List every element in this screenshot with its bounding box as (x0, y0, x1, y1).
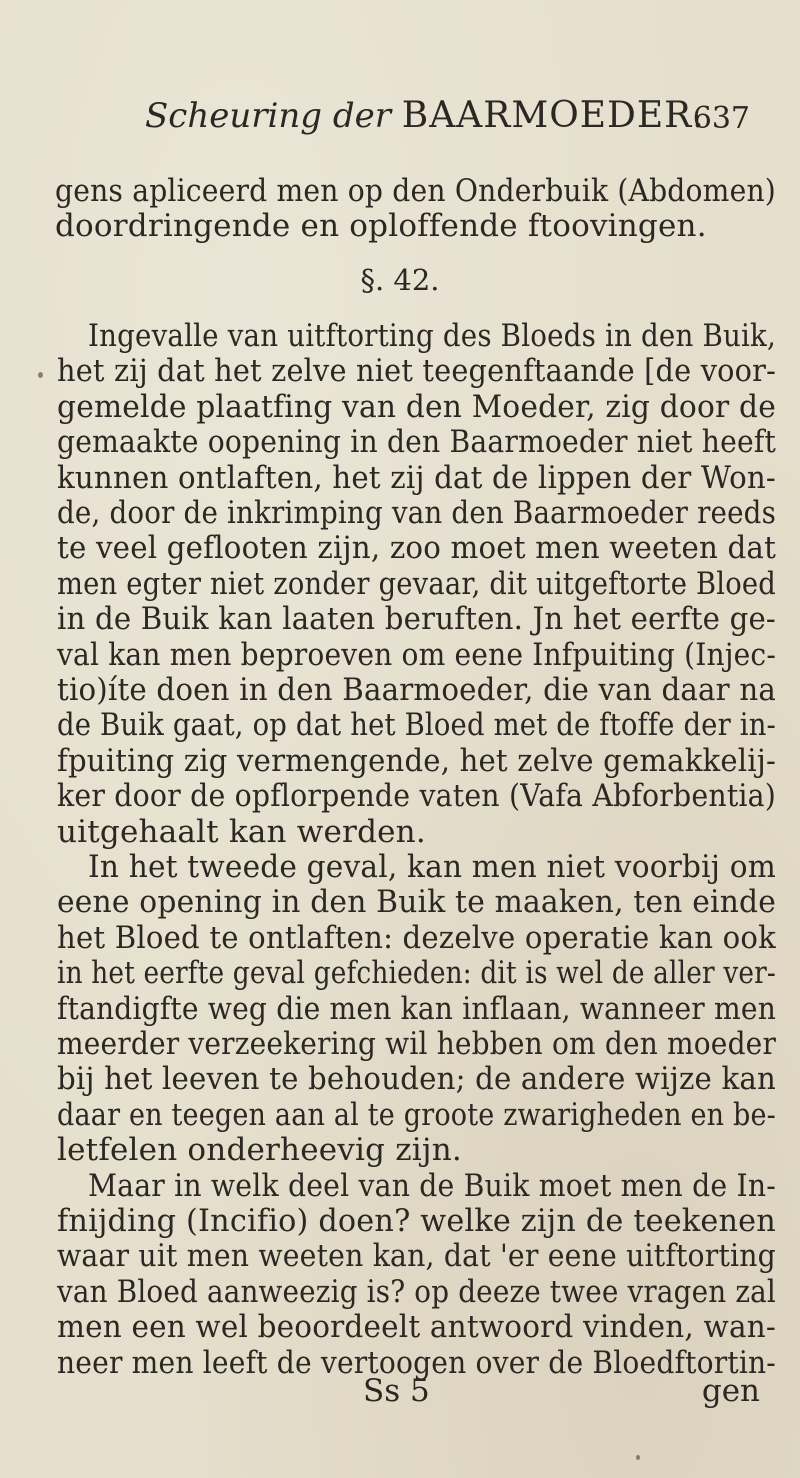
running-title-part1: Scheuring der (145, 96, 402, 136)
section-heading: §. 42. (360, 263, 440, 297)
body-line-27: Maar in welk deel van de Buik moet men de In- (88, 1168, 776, 1204)
body-line-25: daar en teegen aan al te groote zwarigheden en be- (57, 1097, 776, 1133)
body-line-15: fpuiting zig vermengende, het zelve gemakkelij- (57, 743, 776, 779)
body-line-22: ftandigfte weg die men kan inflaan, wanneer men (57, 991, 776, 1027)
body-line-12: val kan men beproeven om eene Infpuiting (Injec- (57, 637, 777, 673)
body-line-9: te veel geflooten zijn, zoo moet men weeten dat (57, 530, 777, 566)
ink-speck (38, 372, 43, 378)
ink-speck (636, 1455, 640, 1460)
signature-mark: Ss 5 (363, 1373, 430, 1409)
body-line-31: men een wel beoordeelt antwoord vinden, wan- (57, 1309, 777, 1345)
body-line-24: bij het leeven te behouden; de andere wijze kan (57, 1061, 777, 1097)
body-line-30: van Bloed aanweezig is? op deeze twee vragen zal (57, 1274, 777, 1310)
body-line-2: doordringende en oploffende ftoovingen. (55, 208, 707, 244)
running-title (145, 95, 705, 136)
catchword: gen (701, 1373, 760, 1409)
body-line-28: fnijding (Incifio) doen? welke zijn de teekenen (57, 1203, 776, 1239)
body-line-5: gemelde plaatfing van den Moeder, zig door de (57, 389, 777, 425)
body-line-29: waar uit men weeten kan, dat 'er eene uitftorting (57, 1238, 776, 1274)
body-line-8: de, door de inkrimping van den Baarmoeder reeds (57, 495, 776, 531)
body-line-32: neer men leeft de vertoogen over de Bloedftortin- (57, 1345, 776, 1381)
page-number: 637 (692, 101, 750, 136)
body-line-20: het Bloed te ontlaften: dezelve operatie kan ook (57, 920, 777, 956)
body-line-10: men egter niet zonder gevaar, dit uitgeftorte Bloed (57, 566, 776, 602)
body-line-23: meerder verzeekering wil hebben om den moeder (57, 1026, 777, 1062)
body-line-26: letfelen onderheevig zijn. (57, 1132, 462, 1168)
page-header (145, 95, 765, 145)
body-line-16: ker door de opflorpende vaten (Vafa Abforbentia) (57, 778, 777, 814)
body-line-7: kunnen ontlaften, het zij dat de lippen der Won- (57, 460, 777, 496)
running-title-part2: BAARMOEDER. (401, 95, 705, 136)
body-line-4: het zij dat het zelve niet teegenftaande [de voor- (57, 353, 776, 389)
body-line-21: in het eerfte geval gefchieden: dit is wel de aller ver- (57, 955, 776, 991)
page-footer (0, 1373, 800, 1413)
body-line-14: de Buik gaat, op dat het Bloed met de ftoffe der in- (57, 707, 777, 743)
body-line-3: Ingevalle van uitftorting des Bloeds in den Buik, (88, 318, 776, 354)
body-line-6: gemaakte oopening in den Baarmoeder niet heeft (57, 424, 776, 460)
body-line-11: in de Buik kan laaten beruften. Jn het eerfte ge- (57, 601, 776, 637)
body-line-18: In het tweede geval, kan men niet voorbij om (88, 849, 776, 885)
body-line-17: uitgehaalt kan werden. (57, 814, 426, 850)
body-line-19: eene opening in den Buik te maaken, ten einde (57, 884, 777, 920)
body-line-1: gens apliceerd men op den Onderbuik (Abdomen) (55, 173, 776, 209)
body-line-13: tio)íte doen in den Baarmoeder, die van daar na (57, 672, 777, 708)
